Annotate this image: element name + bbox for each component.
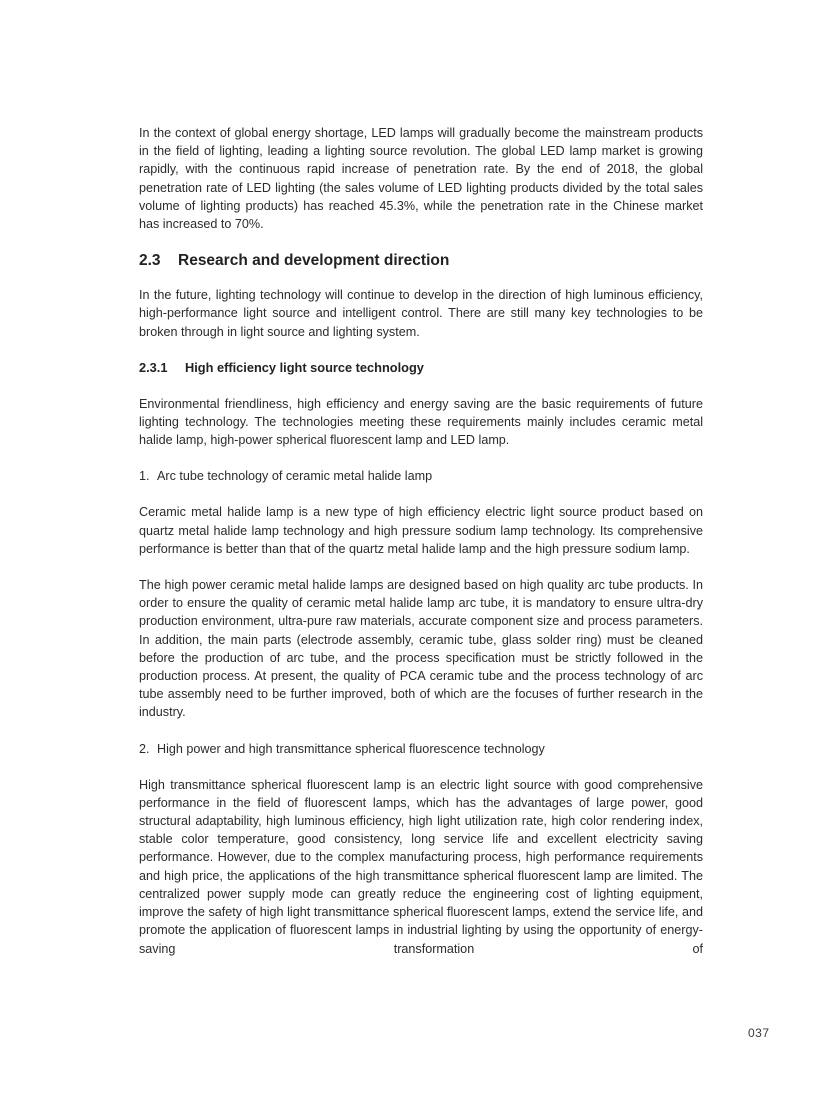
section-number: 2.3 [139, 252, 161, 270]
item-number: 2. [139, 741, 150, 756]
section-2-3-paragraph: In the future, lighting technology will continue to develop in the direction of high luminous efficiency, high-performance light source and intelligent control. There are still many key technologies to be broken through in light source and lighting system. [139, 288, 703, 339]
section-2-3-1-paragraph: Environmental friendliness, high efficiency and energy saving are the basic requirements of future lighting technology. The technologies meeting these requirements mainly includes ceramic metal halide lamp, high-power spherical fluorescent lamp and LED lamp. [139, 396, 703, 448]
section-heading-2-3-1 [139, 359, 703, 377]
item-number: 1. [139, 469, 150, 484]
item-title: High power and high transmittance spherical fluorescence technology [157, 741, 545, 756]
section-title: Research and development direction [178, 252, 450, 270]
page-number: 037 [748, 1026, 770, 1040]
item-1-paragraph-2: The high power ceramic metal halide lamps are designed based on high quality arc tube products. In order to ensure the quality of ceramic metal halide lamp arc tube, it is mandatory to ensure ultra-dry production environment, ultra-pure raw materials, accurate component size and process parameters. In addition, the main parts (electrode assembly, ceramic tube, glass solder ring) must be cleaned before the production of arc tube, and the process specification must be strictly followed in the production process. At present, the quality of PCA ceramic tube and the process technology of arc tube assembly need to be further improved, both of which are the focuses of further research in the industry. [139, 578, 703, 720]
section-heading-2-3 [139, 251, 703, 271]
item-1-paragraph-1: Ceramic metal halide lamp is a new type of high efficiency electric light source product based on quartz metal halide lamp technology and high pressure sodium lamp technology. Its comprehensive performance is better than that of the quartz metal halide lamp and the high pressure sodium lamp. [139, 505, 703, 556]
page-content [139, 124, 703, 958]
item-title: Arc tube technology of ceramic metal halide lamp [157, 469, 433, 484]
item-2-paragraph: High transmittance spherical fluorescent lamp is an electric light source with good comprehensive performance in the field of fluorescent lamps, which has the advantages of large power, good structural adaptability, high luminous efficiency, high light utilization rate, high color rendering index, stable color temperature, good consistency, long service life and excellent electricity saving performance. However, due to the complex manufacturing process, high performance requirements and high price, the applications of the high transmittance spherical fluorescent lamp are limited. The centralized power supply mode can greatly reduce the engineering cost of lighting equipment, improve the safety of high light transmittance spherical fluorescent lamps, extend the service life, and promote the application of fluorescent lamps in industrial lighting by using the opportunity of energy-saving transformation of [139, 777, 703, 956]
subsection-number: 2.3.1 [139, 359, 168, 375]
intro-paragraph: In the context of global energy shortage, LED lamps will gradually become the mainstream products in the field of lighting, leading a lighting source revolution. The global LED lamp market is growing rapidly, with the continuous rapid increase of penetration rate. By the end of 2018, the global penetration rate of LED lighting (the sales volume of LED lighting products divided by the total sales volume of lighting products) has reached 45.3%, while the penetration rate in the Chinese market has increased to 70%. [139, 126, 703, 232]
item-heading-2 [139, 740, 703, 758]
subsection-title: High efficiency light source technology [185, 359, 424, 375]
item-heading-1 [139, 467, 703, 485]
